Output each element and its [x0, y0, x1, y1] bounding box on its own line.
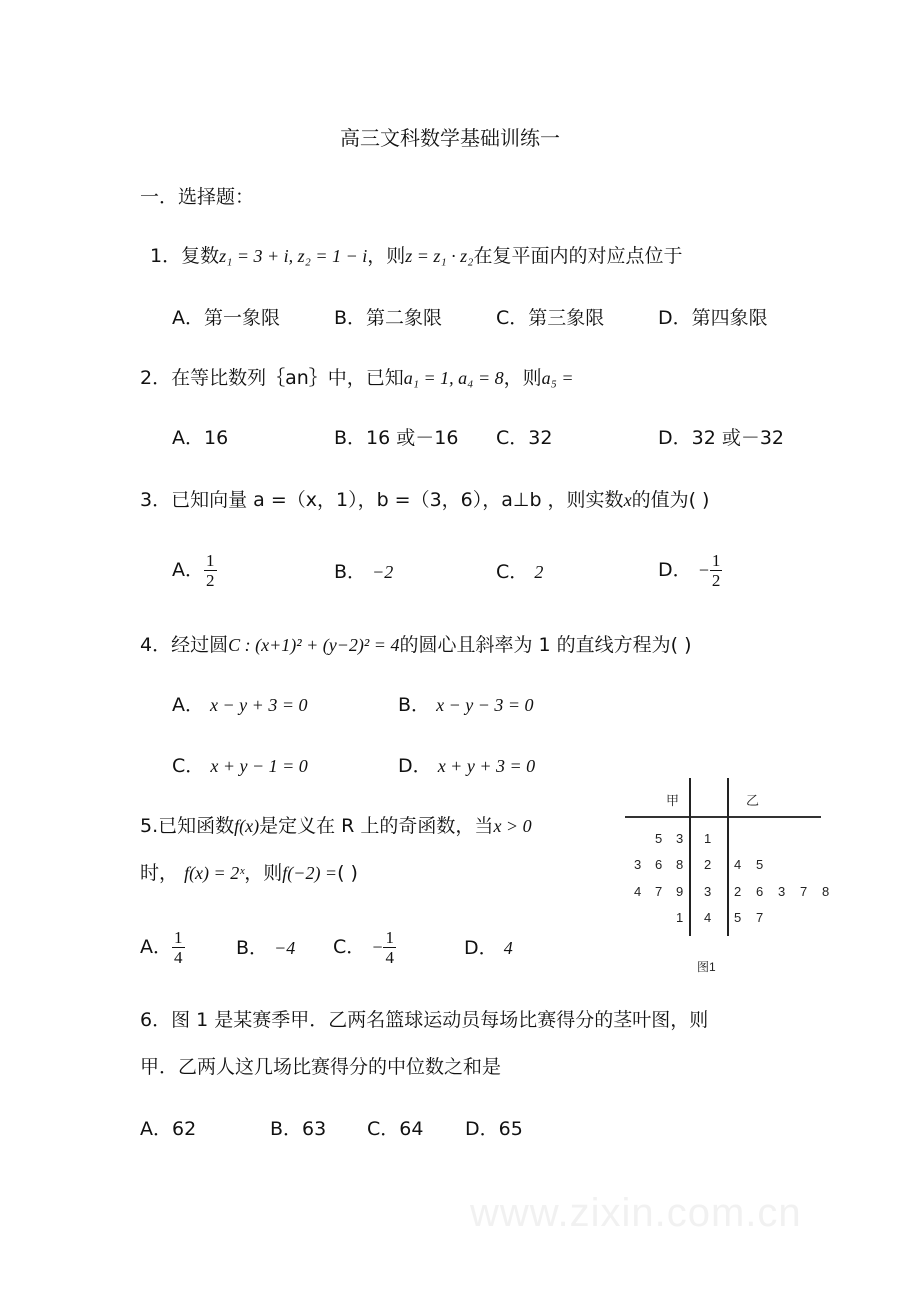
- leaf-right: 5: [756, 857, 764, 872]
- leaf-left: 6: [655, 857, 663, 872]
- stem: 2: [704, 857, 712, 872]
- option-d: D．32 或－32: [658, 427, 785, 449]
- leaf-left: 4: [634, 884, 642, 899]
- leaf-right: 7: [800, 884, 808, 899]
- question-4: 4．经过圆C : (x+1)² + (y−2)² = 4的圆心且斜率为 1 的直线方程为( ): [140, 634, 692, 656]
- option-c: C．64: [367, 1118, 424, 1140]
- leaf-left: 1: [676, 910, 684, 925]
- leaf-right: 4: [734, 857, 742, 872]
- option-b: B．16 或－16: [334, 427, 459, 449]
- option-a: A． $\frac{1}{2}$: [172, 551, 215, 590]
- leaf-left: 9: [676, 884, 684, 899]
- option-a: A．62: [140, 1118, 197, 1140]
- option-d: D． 4: [464, 937, 513, 959]
- option-c: C． − $\frac{1}{4}$: [333, 928, 394, 967]
- question-6-line-2: 甲．乙两人这几场比赛得分的中位数之和是: [140, 1056, 502, 1078]
- question-5-line-2: 时， f(x) = 2ˣ，则f(−2) =( ): [140, 862, 358, 884]
- leaf-right: 7: [756, 910, 764, 925]
- page-title: 高三文科数学基础训练一: [340, 126, 560, 150]
- leaf-right: 5: [734, 910, 742, 925]
- leaf-right: 3: [778, 884, 786, 899]
- leaf-left: 7: [655, 884, 663, 899]
- question-6: 6．图 1 是某赛季甲．乙两名篮球运动员每场比赛得分的茎叶图，则: [140, 1009, 709, 1031]
- question-2: 2．在等比数列｛an｝中，已知a₁ = 1, a₄ = 8，则a₅ =: [140, 367, 574, 389]
- option-a: A． x − y + 3 = 0: [172, 694, 308, 716]
- leaf-right: 8: [822, 884, 830, 899]
- option-c: C．第三象限: [496, 307, 605, 329]
- header-yi: 乙: [746, 793, 760, 808]
- option-d: D．65: [465, 1118, 523, 1140]
- watermark: www.zixin.com.cn: [470, 1191, 802, 1235]
- option-d: D． x + y + 3 = 0: [398, 755, 536, 777]
- option-b: B．63: [270, 1118, 327, 1140]
- question-1: 1．复数z₁ = 3 + i, z₂ = 1 − i，则z = z₁ · z₂在复平面内的对应点位于: [150, 245, 683, 267]
- option-c: C． x + y − 1 = 0: [172, 755, 308, 777]
- leaf-left: 8: [676, 857, 684, 872]
- stem: 3: [704, 884, 712, 899]
- section-heading: 一．选择题：: [140, 186, 255, 208]
- option-b: B． x − y − 3 = 0: [398, 694, 534, 716]
- option-b: B． −4: [236, 937, 296, 959]
- leaf-right: 2: [734, 884, 742, 899]
- question-3: 3．已知向量 a =（x，1），b =（3，6），a⊥b ，则实数x的值为( ): [140, 489, 710, 511]
- leaf-left: 3: [676, 831, 684, 846]
- stem: 1: [704, 831, 712, 846]
- option-b: B． −2: [334, 561, 394, 583]
- option-b: B．第二象限: [334, 307, 443, 329]
- option-a: A．第一象限: [172, 307, 280, 329]
- question-5: 5.已知函数f(x)是定义在 R 上的奇函数，当x > 0: [140, 815, 532, 837]
- leaf-right: 6: [756, 884, 764, 899]
- figure-caption: 图1: [697, 960, 716, 974]
- leaf-left: 3: [634, 857, 642, 872]
- stem: 4: [704, 910, 712, 925]
- option-c: C． 2: [496, 561, 544, 583]
- option-c: C．32: [496, 427, 553, 449]
- option-d: D． − $\frac{1}{2}$: [658, 551, 721, 590]
- leaf-left: 5: [655, 831, 663, 846]
- header-jia: 甲: [666, 793, 680, 808]
- option-a: A． $\frac{1}{4}$: [140, 928, 183, 967]
- option-d: D．第四象限: [658, 307, 768, 329]
- option-a: A．16: [172, 427, 229, 449]
